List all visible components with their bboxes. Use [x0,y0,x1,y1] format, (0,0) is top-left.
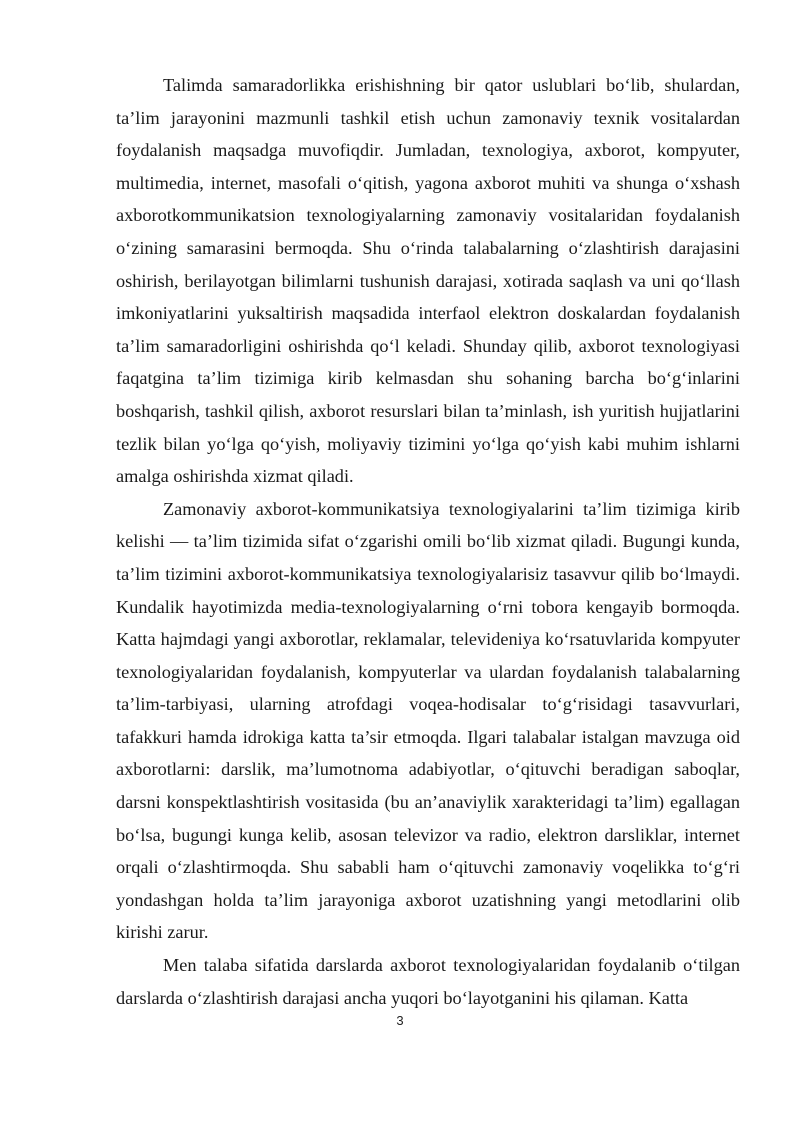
page-number: 3 [396,1013,404,1028]
document-body [116,69,740,1014]
paragraph-1: Talimda samaradorlikka erishishning bir qator uslublari bo‘lib, shulardan, ta’lim jarayonini mazmunli tashkil etish uchun zamonaviy texnik vositalardan foydalanish maqsadga muvofiqdir. Jumladan, texnologiya, axborot, kompyuter, multimedia, internet, masofali o‘qitish, yagona axborot muhiti va shunga o‘xshash axborotkommunikatsion texnologiyalarning zamonaviy vositalaridan foydalanish o‘zining samarasini bermoqda. Shu o‘rinda talabalarning o‘zlashtirish darajasini oshirish, berilayotgan bilimlarni tushunish darajasi, xotirada saqlash va uni qo‘llash imkoniyatlarini yuksaltirish maqsadida interfaol elektron doskalardan foydalanish ta’lim samaradorligini oshirishda qo‘l keladi. Shunday qilib, axborot texnologiyasi faqatgina ta’lim tizimiga kirib kelmasdan shu sohaning barcha bo‘g‘inlarini boshqarish, tashkil qilish, axborot resurslari bilan ta’minlash, ish yuritish hujjatlarini tezlik bilan yo‘lga qo‘yish, moliyaviy tizimini yo‘lga qo‘yish kabi muhim ishlarni amalga oshirishda xizmat qiladi. [116,75,740,487]
paragraph-2: Zamonaviy axborot-kommunikatsiya texnologiyalarini ta’lim tizimiga kirib kelishi — ta’lim tizimida sifat o‘zgarishi omili bo‘lib xizmat qiladi. Bugungi kunda, ta’lim tizimini axborot-kommunikatsiya texnologiyalarisiz tasavvur qilib bo‘lmaydi. Kundalik hayotimizda media-texnologiyalarning o‘rni tobora kengayib bormoqda. Katta hajmdagi yangi axborotlar, reklamalar, televideniya ko‘rsatuvlarida kompyuter texnologiyalaridan foydalanish, kompyuterlar va ulardan foydalanish talabalarning ta’lim-tarbiyasi, ularning atrofdagi voqea-hodisalar to‘g‘risidagi tasavvurlari, tafakkuri hamda idrokiga katta ta’sir etmoqda. Ilgari talabalar istalgan mavzuga oid axborotlarni: darslik, ma’lumotnoma adabiyotlar, o‘qituvchi beradigan saboqlar, darsni konspektlashtirish vositasida (bu an’anaviylik xarakteridagi ta’lim) egallagan bo‘lsa, bugungi kunga kelib, asosan televizor va radio, elektron darsliklar, internet orqali o‘zlashtirmoqda. Shu sababli ham o‘qituvchi zamonaviy voqelikka to‘g‘ri yondashgan holda ta’lim jarayoniga axborot uzatishning yangi metodlarini olib kirishi zarur. [116,498,740,943]
paragraph-3: Men talaba sifatida darslarda axborot texnologiyalaridan foydalanib o‘tilgan darslarda o‘zlashtirish darajasi ancha yuqori bo‘layotganini his qilaman. Katta [116,955,740,1008]
